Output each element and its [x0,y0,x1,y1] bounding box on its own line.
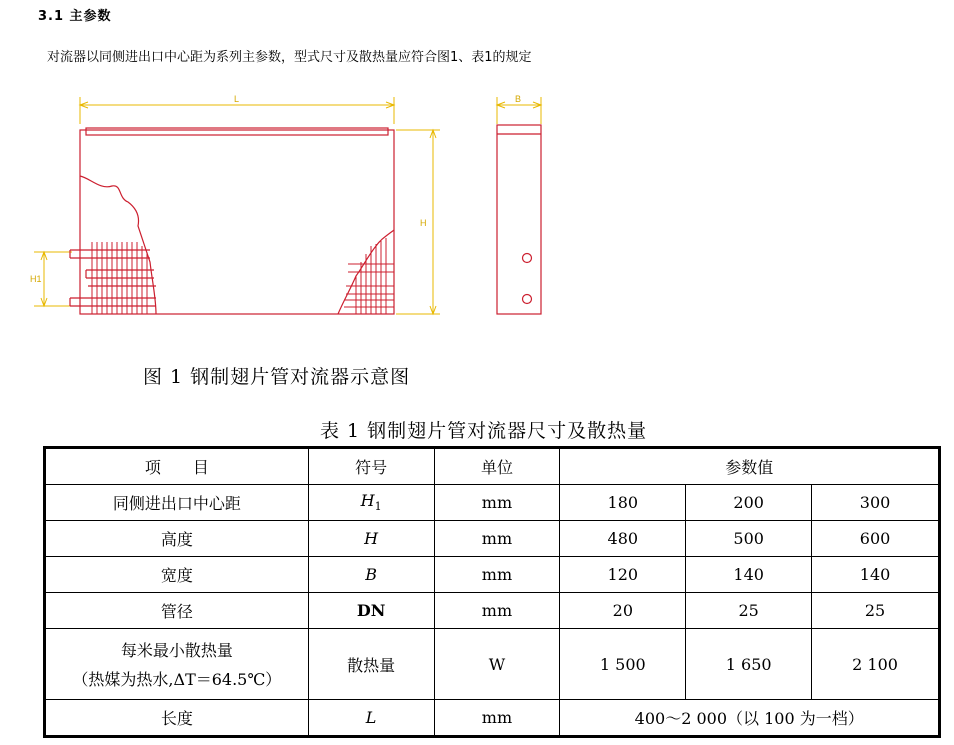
table-caption: 表 1 钢制翅片管对流器尺寸及散热量 [320,420,648,442]
cell-value: 1 500 [560,629,686,700]
side-view [497,125,541,314]
header-unit: 单位 [434,448,560,485]
table-row [45,700,940,737]
cell-value: 25 [686,593,812,629]
header-item: 项 目 [45,448,309,485]
outlet-port [523,295,532,304]
table-header-row [45,448,940,485]
cell-item: 同侧进出口中心距 [45,485,309,521]
cell-symbol: 散热量 [308,629,434,700]
table-row [45,593,940,629]
cell-item: 宽度 [45,557,309,593]
inlet-port [523,254,532,263]
cell-value: 200 [686,485,812,521]
cell-symbol: DN [308,593,434,629]
spec-table [43,446,941,738]
cell-value: 140 [812,557,940,593]
front-view [70,128,394,314]
cell-value-span: 400～2 000（以 100 为一档） [560,700,940,737]
figure-caption: 图 1 钢制翅片管对流器示意图 [143,366,411,388]
cell-value: 140 [686,557,812,593]
cell-unit: mm [434,521,560,557]
cell-value: 500 [686,521,812,557]
cell-value: 120 [560,557,686,593]
cell-unit: mm [434,485,560,521]
label-h1: H1 [30,274,42,284]
cell-value: 1 650 [686,629,812,700]
section-title: 3.1 主参数 [38,9,112,24]
label-l: L [234,94,240,104]
table-row [45,629,940,700]
cell-item: 高度 [45,521,309,557]
cell-symbol: $H_1$ [308,485,434,521]
cell-symbol: B [308,557,434,593]
cell-value: 600 [812,521,940,557]
cell-symbol: L [308,700,434,737]
table-row [45,521,940,557]
header-params: 参数值 [560,448,940,485]
cell-value: 25 [812,593,940,629]
table-row [45,557,940,593]
cell-unit: mm [434,557,560,593]
convector-diagram [0,0,954,345]
cell-unit: mm [434,593,560,629]
cell-symbol: H [308,521,434,557]
cell-value: 300 [812,485,940,521]
cell-item: 管径 [45,593,309,629]
cell-unit: mm [434,700,560,737]
cell-value: 2 100 [812,629,940,700]
header-symbol: 符号 [308,448,434,485]
table-row [45,485,940,521]
intro-paragraph: 对流器以同侧进出口中心距为系列主参数，型式尺寸及散热量应符合图1、表1的规定 [47,50,532,65]
cell-unit: W [434,629,560,700]
right-fin-pack [344,238,394,314]
cell-value: 20 [560,593,686,629]
cell-value: 480 [560,521,686,557]
cell-item: 每米最小散热量 （热媒为热水,ΔT＝64.5℃） [45,629,309,700]
label-h: H [420,218,427,228]
cell-item: 长度 [45,700,309,737]
label-b: B [515,94,522,104]
cell-value: 180 [560,485,686,521]
